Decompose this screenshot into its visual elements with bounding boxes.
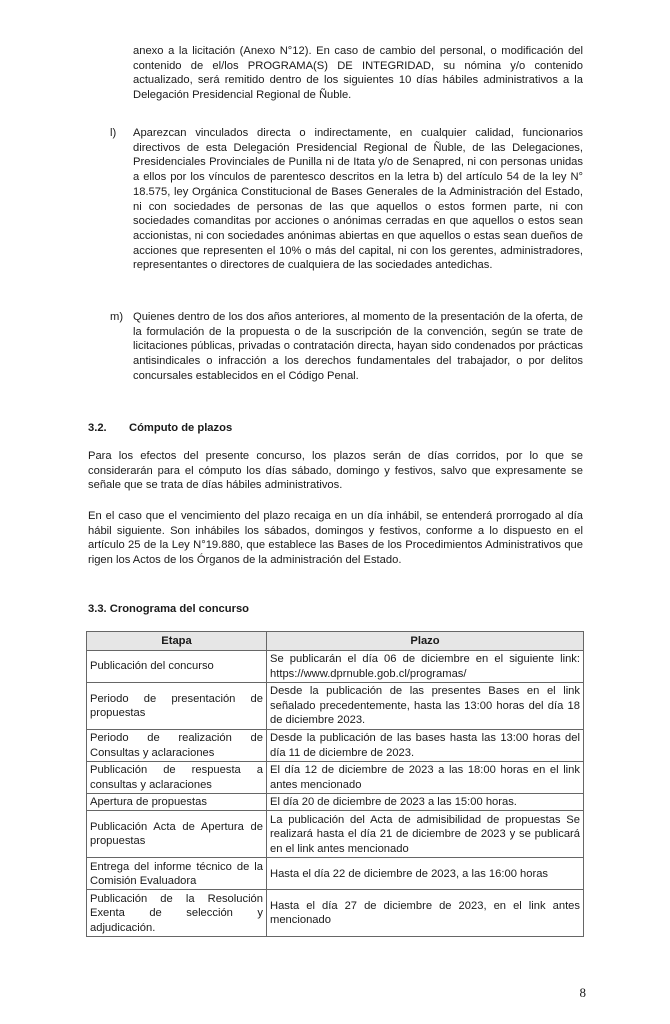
plazos-paragraph-2: En el caso que el vencimiento del plazo recaiga en un día inhábil, se entenderá prorrogado al día hábil siguiente. Son inhábiles los sábados, domingos y festivos, conforme a lo dispuesto en el artículo 25 de la Ley N°19.880, que establece las Bases de los Procedimientos Administrativos que rigen los Actos de los Órganos de la administración del Estado.: [88, 510, 583, 567]
plazo-cell: El día 12 de diciembre de 2023 a las 18:00 horas en el link antes mencionado: [267, 762, 584, 794]
etapa-cell: Periodo de realización de Consultas y aclaraciones: [87, 730, 267, 762]
etapa-cell: Periodo de presentación de propuestas: [87, 683, 267, 730]
table-row: [87, 730, 584, 762]
table-row: [87, 858, 584, 890]
column-header-etapa: Etapa: [87, 632, 267, 651]
etapa-cell: Publicación del concurso: [87, 651, 267, 683]
list-item-text: Aparezcan vinculados directa o indirectamente, en cualquier calidad, funcionarios directivos de esta Delegación Presidencial Regional de Ñuble, de las Delegaciones, Presidenciales Provinciales de Punilla ni de Itata y/o de Senapred, ni con personas unidas a ellos por los vínculos de parentesco descritos en la letra b) del artículo 54 de la ley N° 18.575, ley Orgánica Constitucional de Bases Generales de la Administración del Estado, ni con sociedades de personas de las que aquellos o estos formen parte, ni con sociedades comanditas por acciones o anónimas cerradas en que aquellos o estos sean accionistas, ni con sociedades anónimas abiertas en que aquellos o estas sean dueños de acciones que representen el 10% o más del capital, ni con los gerentes, administradores, representantes o directores de cualquiera de las sociedades antedichas.: [133, 127, 583, 272]
table-header-row: [87, 632, 584, 651]
table-row: [87, 811, 584, 858]
table-row: [87, 683, 584, 730]
continuation-paragraph: [133, 44, 583, 103]
etapa-cell: Entrega del informe técnico de la Comisión Evaluadora: [87, 858, 267, 890]
plazo-cell: Se publicarán el día 06 de diciembre en el siguiente link: https://www.dprnuble.gob.cl/programas/: [267, 651, 584, 683]
section-heading-3-3: 3.3. Cronograma del concurso: [88, 603, 250, 615]
plazo-cell: El día 20 de diciembre de 2023 a las 15:00 horas.: [267, 794, 584, 811]
page-number: 8: [579, 985, 586, 1000]
plazo-cell: La publicación del Acta de admisibilidad de propuestas Se realizará hasta el día 21 de diciembre de 2023 y se publicará en el link antes mencionado: [267, 811, 584, 858]
column-header-plazo: Plazo: [267, 632, 584, 651]
list-marker: m): [110, 311, 124, 323]
table-row: [87, 651, 584, 683]
list-marker: l): [110, 127, 117, 139]
list-item-text: Quienes dentro de los dos años anteriores, al momento de la presentación de la oferta, de la formulación de la propuesta o de la suscripción de la convención, según se trate de licitaciones públicas, privadas o contratación directa, hayan sido condenados por prácticas antisindicales o infracción a los derechos fundamentales del trabajador, o por delitos concursales establecidos en el Código Penal.: [133, 311, 583, 382]
section-title: Cómputo de plazos: [129, 422, 233, 434]
plazo-cell: Hasta el día 22 de diciembre de 2023, a las 16:00 horas: [267, 858, 584, 890]
table-row: [87, 762, 584, 794]
etapa-cell: Publicación Acta de Apertura de propuestas: [87, 811, 267, 858]
section-heading-3-2: [88, 421, 232, 435]
etapa-cell: Publicación de la Resolución Exenta de selección y adjudicación.: [87, 890, 267, 937]
etapa-cell: Publicación de respuesta a consultas y aclaraciones: [87, 762, 267, 794]
plazos-paragraph-1: Para los efectos del presente concurso, los plazos serán de días corridos, por lo que se considerarán para el cómputo los días sábado, domingo y festivos, salvo que expresamente se señale que se trata de días hábiles administrativos.: [88, 450, 583, 492]
plazo-cell: Hasta el día 27 de diciembre de 2023, en el link antes mencionado: [267, 890, 584, 937]
continuation-text: anexo a la licitación (Anexo N°12). En caso de cambio del personal, o modificación del contenido de el/los PROGRAMA(S) DE INTEGRIDAD, su nómina y/o contenido actualizado, será remitido dentro de los siguientes 10 días hábiles administrativos a la Delegación Presidencial Regional de Ñuble.: [133, 45, 583, 102]
plazo-cell: Desde la publicación de las presentes Bases en el link señalado precedentemente, hasta las 13:00 horas del día 18 de diciembre 2023.: [267, 683, 584, 730]
table-row: [87, 794, 584, 811]
plazo-cell: Desde la publicación de las bases hasta las 13:00 horas del día 11 de diciembre de 2023.: [267, 730, 584, 762]
table-row: [87, 890, 584, 937]
etapa-cell: Apertura de propuestas: [87, 794, 267, 811]
cronograma-table: [86, 631, 584, 937]
section-number: 3.2.: [88, 422, 107, 434]
